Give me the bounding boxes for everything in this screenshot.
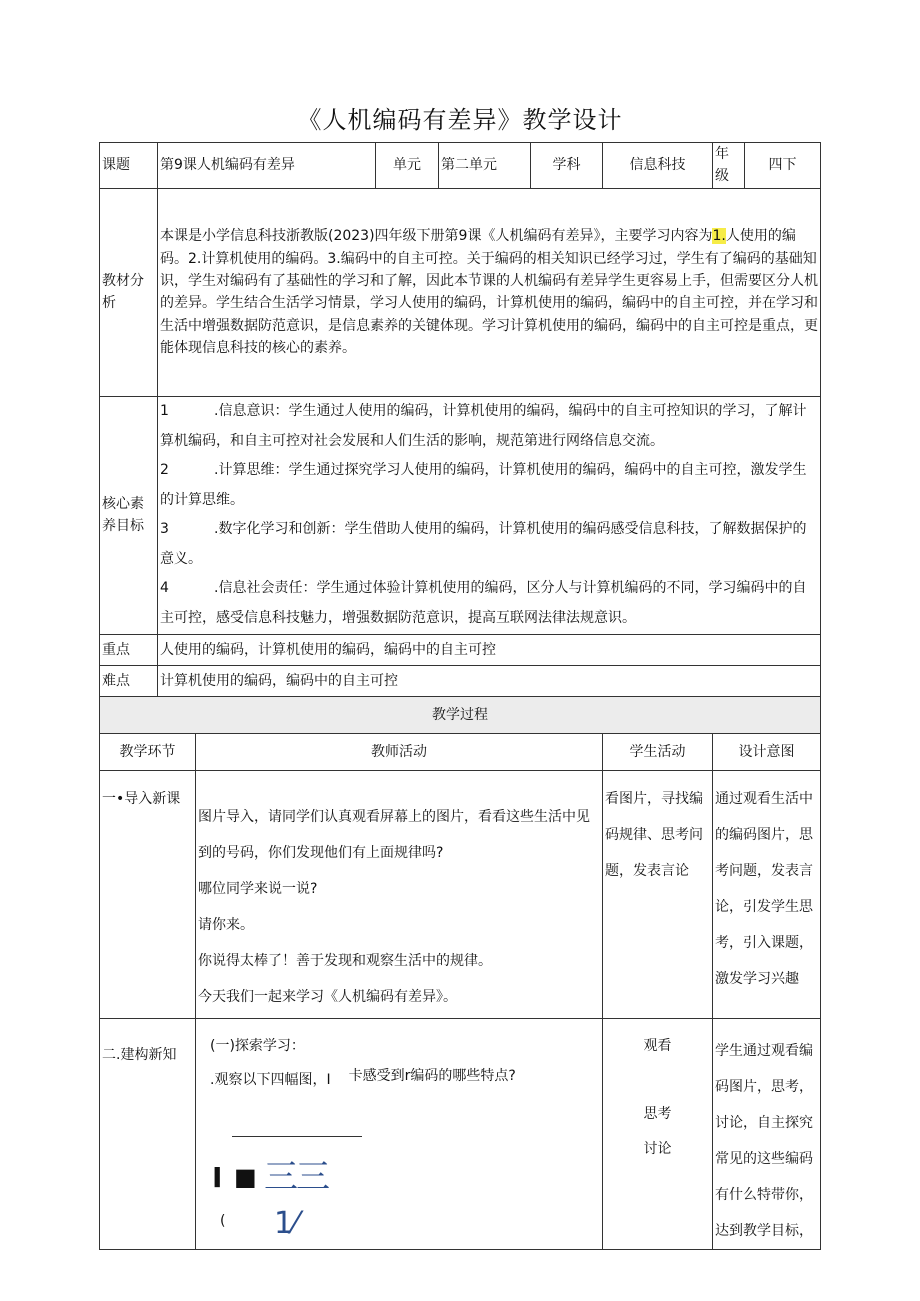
student-item: 思考	[643, 1106, 672, 1123]
stage-intro: 一•导入新课	[100, 770, 196, 1018]
teacher-line: 图片导入，请同学们认真观看屏幕上的图片，看看这些生活中见到的号码，你们发现他们有上面规律吗?	[198, 808, 590, 861]
difficulty-label: 难点	[100, 665, 158, 696]
process-columns-row	[100, 733, 821, 770]
analysis-text-a: 本课是小学信息科技浙教版(2023)四年级下册第9课《人机编码有差异》，主要学习内容为	[160, 228, 713, 245]
figure-bar: I	[212, 1160, 223, 1194]
question-part-b: 卡感受到r编码的哪些特点?	[348, 1068, 516, 1085]
analysis-text	[158, 188, 821, 396]
col-stage: 教学环节	[100, 733, 196, 770]
figure-line	[232, 1136, 362, 1137]
page-title: 《人机编码有差异》教学设计	[297, 106, 623, 134]
process-row-build	[100, 1018, 821, 1249]
teacher-line: 今天我们一起来学习《人机编码有差异》。	[198, 988, 457, 1005]
goal-text: .信息意识：学生通过人使用的编码，计算机使用的编码，编码中的自主可控知识的学习，了解计算机编码，和自主可控对社会发展和人们生活的影响，规范第进行网络信息交流。	[160, 403, 807, 449]
goal-num: 2	[160, 462, 169, 479]
stage-build: 二.建构新知	[100, 1018, 196, 1249]
goal-item	[160, 574, 818, 633]
figure-mark-b: 1⁄	[274, 1205, 299, 1241]
intent-intro: 通过观看生活中的编码图片，思考问题，发表言论，引发学生思考，引入课题，激发学习兴趣	[713, 770, 821, 1018]
col-intent: 设计意图	[713, 733, 821, 770]
student-item: 讨论	[643, 1140, 672, 1157]
goal-num: 1	[160, 403, 169, 420]
goals-row	[100, 396, 821, 634]
student-item: 观看	[643, 1037, 672, 1054]
col-student: 学生活动	[603, 733, 713, 770]
difficulty-text: 计算机使用的编码，编码中的自主可控	[158, 665, 821, 696]
subject-value: 信息科技	[603, 143, 713, 189]
key-point-text: 人使用的编码，计算机使用的编码，编码中的自主可控	[158, 634, 821, 665]
figure-square: ■	[234, 1162, 257, 1191]
question-part-a: .观察以下四幅图，I	[210, 1072, 331, 1089]
course-value: 第9课人机编码有差异	[158, 143, 376, 189]
goals-list	[158, 396, 821, 634]
teacher-build	[196, 1018, 603, 1249]
student-intro: 看图片，寻找编码规律、思考问题，发表言论	[603, 770, 713, 1018]
difficulty-row	[100, 665, 821, 696]
intent-build: 学生通过观看编码图片，思考，讨论，自主探究常见的这些编码有什么特带你，达到教学目标，	[713, 1018, 821, 1249]
teacher-line: 哪位同学来说一说?	[198, 880, 318, 897]
student-build	[603, 1018, 713, 1249]
analysis-highlight: 1.	[712, 228, 726, 245]
analysis-text-b: 人使用的编码。2.计算机使用的编码。3.编码中的自主可控。关于编码的相关知识已经学习过，学生有了编码的基础知识，学生对编码有了基础性的学习和了解，因此本节课的人机编码有差异学生更容易上手，但需要区分人机的差异。学生结合生活学习情景，学习人使用的编码，计算机使用的编码，编码中的自主可控，并在学习和生活中增强数据防范意识，是信息素养的关键体现。学习计算机使用的编码，编码中的自主可控是重点，更能体现信息科技的核心的素养。	[160, 228, 818, 357]
process-row-intro	[100, 770, 821, 1018]
goals-label: 核心素养目标	[100, 396, 158, 634]
goal-item	[160, 456, 818, 515]
col-teacher: 教师活动	[196, 733, 603, 770]
subject-label: 学科	[531, 143, 603, 189]
process-header: 教学过程	[100, 696, 821, 733]
goal-text: .信息社会责任：学生通过体验计算机使用的编码，区分人与计算机编码的不同，学习编码中的自主可控，感受信息科技魅力，增强数据防范意识，提高互联网法律法规意识。	[160, 580, 807, 626]
key-point-label: 重点	[100, 634, 158, 665]
figure-paren: (	[220, 1212, 226, 1229]
teacher-line: 请你来。	[198, 916, 254, 933]
goal-num: 4	[160, 580, 169, 597]
goal-item	[160, 397, 818, 456]
goal-item	[160, 515, 818, 574]
explore-heading: (一)探索学习：	[210, 1037, 305, 1054]
key-point-row	[100, 634, 821, 665]
grade-label: 年级	[713, 143, 745, 189]
figure-fragment	[210, 1092, 602, 1241]
grade-value: 四下	[745, 143, 821, 189]
explore-question	[210, 1069, 602, 1091]
figure-mark: 三三	[264, 1156, 328, 1197]
goal-text: .数字化学习和创新：学生借助人使用的编码，计算机使用的编码感受信息科技，了解数据保护的意义。	[160, 521, 807, 567]
course-label: 课题	[100, 143, 158, 189]
goal-num: 3	[160, 521, 169, 538]
analysis-row	[100, 188, 821, 396]
lesson-plan-table	[99, 142, 821, 1250]
unit-label: 单元	[376, 143, 439, 189]
goal-text: .计算思维：学生通过探究学习人使用的编码，计算机使用的编码，编码中的自主可控，激发学生的计算思维。	[160, 462, 807, 508]
teacher-intro	[196, 770, 603, 1018]
analysis-label: 教材分析	[100, 188, 158, 396]
process-header-row	[100, 696, 821, 733]
unit-value: 第二单元	[439, 143, 531, 189]
info-row	[100, 143, 821, 189]
teacher-line: 你说得太棒了！善于发现和观察生活中的规律。	[198, 952, 492, 969]
